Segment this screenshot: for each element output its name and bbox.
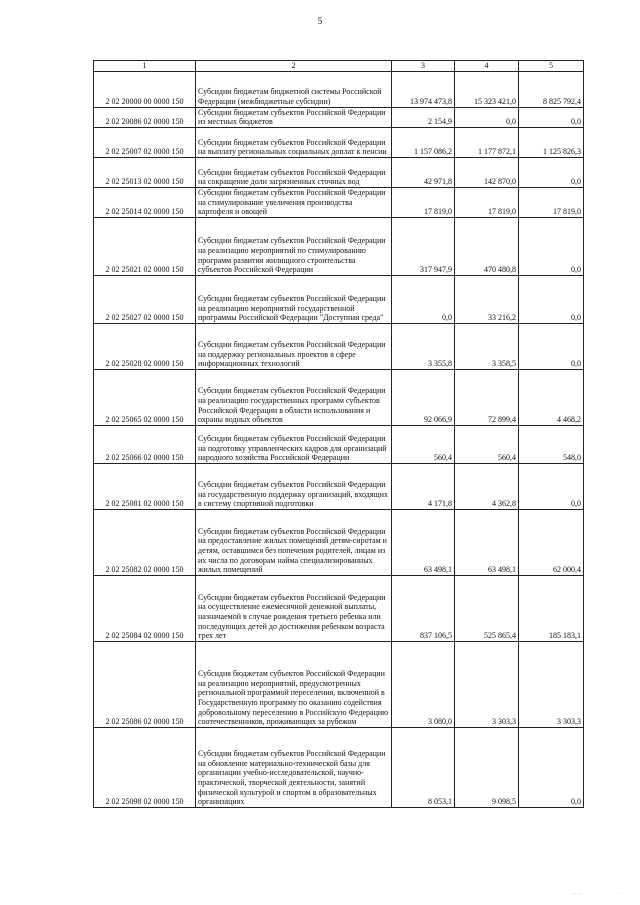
row-value-5: 0,0	[519, 107, 584, 127]
row-name: Субсидии бюджетам субъектов Российской Федерации на предоставление жилых помещений детям-сиротам и детям, оставшимся без попечения родителей, лицам из их числа по договорам найма специализированных жилых помещений	[196, 509, 392, 575]
table-row	[94, 575, 584, 641]
row-value-5: 3 303,3	[519, 641, 584, 727]
row-value-3: 13 974 473,8	[392, 71, 455, 107]
row-value-3: 3 080,0	[392, 641, 455, 727]
row-code: 2 02 25028 02 0000 150	[94, 323, 196, 369]
row-value-3: 63 498,1	[392, 509, 455, 575]
row-value-3: 317 947,9	[392, 217, 455, 275]
row-value-3: 17 819,0	[392, 187, 455, 217]
row-value-5: 185 183,1	[519, 575, 584, 641]
row-value-5: 8 825 792,4	[519, 71, 584, 107]
table-row	[94, 107, 584, 127]
column-header: 3	[392, 61, 455, 72]
row-code: 2 02 25082 02 0000 150	[94, 509, 196, 575]
row-value-4: 3 358,5	[455, 323, 519, 369]
column-header: 4	[455, 61, 519, 72]
column-header: 2	[196, 61, 392, 72]
row-value-3: 1 157 086,2	[392, 127, 455, 157]
scan-mark: · · · ·	[572, 892, 583, 897]
row-name: Субсидии бюджетам субъектов Российской Федерации на реализацию мероприятий государственной программы Российской Федерации "Доступная среда"	[196, 275, 392, 323]
table-row	[94, 71, 584, 107]
row-value-4: 4 362,8	[455, 463, 519, 509]
row-value-5: 0,0	[519, 217, 584, 275]
budget-table	[93, 60, 584, 808]
row-value-5: 0,0	[519, 275, 584, 323]
row-value-4: 525 865,4	[455, 575, 519, 641]
table-row	[94, 425, 584, 463]
row-value-4: 15 323 421,0	[455, 71, 519, 107]
column-header: 1	[94, 61, 196, 72]
row-code: 2 02 25027 02 0000 150	[94, 275, 196, 323]
table-row	[94, 157, 584, 187]
row-value-4: 63 498,1	[455, 509, 519, 575]
row-name: Субсидии бюджетам субъектов Российской Федерации на обновление материально-технической базы для организации учебно-исследовательской, научно-практической, творческой деятельности, занятий физической культурой и спортом в образовательных организациях	[196, 727, 392, 807]
table-row	[94, 275, 584, 323]
row-value-3: 92 066,9	[392, 369, 455, 425]
table-row	[94, 217, 584, 275]
row-code: 2 02 25066 02 0000 150	[94, 425, 196, 463]
column-header: 5	[519, 61, 584, 72]
row-value-3: 560,4	[392, 425, 455, 463]
row-name: Субсидии бюджетам субъектов Российской Федерации на осуществление ежемесячной денежной выплаты, назначаемой в случае рождения третьего ребенка или последующих детей до достижения ребенком возраста трех лет	[196, 575, 392, 641]
row-value-5: 548,0	[519, 425, 584, 463]
row-code: 2 02 20086 02 0000 150	[94, 107, 196, 127]
scan-mark: ·	[621, 892, 623, 897]
row-value-3: 4 171,8	[392, 463, 455, 509]
row-value-5: 4 468,2	[519, 369, 584, 425]
table-body	[94, 71, 584, 807]
row-value-5: 0,0	[519, 157, 584, 187]
row-value-4: 142 870,0	[455, 157, 519, 187]
row-name: Субсидии бюджетам субъектов Российской Федерации на сокращение доли загрязненных сточных вод	[196, 157, 392, 187]
row-value-5: 17 819,0	[519, 187, 584, 217]
row-name: Субсидии бюджетам субъектов Российской Федерации на государственную поддержку организаций, входящих в систему спортивной подготовки	[196, 463, 392, 509]
row-code: 2 02 25013 02 0000 150	[94, 157, 196, 187]
row-value-4: 3 303,3	[455, 641, 519, 727]
row-value-4: 33 216,2	[455, 275, 519, 323]
row-value-4: 9 098,5	[455, 727, 519, 807]
table-row	[94, 463, 584, 509]
row-name: Субсидии бюджетам субъектов Российской Федерации на выплату региональных социальных доплат к пенсии	[196, 127, 392, 157]
row-name: Субсидии бюджетам субъектов Российской Федерации на реализацию мероприятий по стимулированию программ развития жилищного строительства субъектов Российской Федерации	[196, 217, 392, 275]
table-header	[94, 61, 584, 72]
row-value-4: 0,0	[455, 107, 519, 127]
row-value-5: 0,0	[519, 323, 584, 369]
row-value-3: 3 355,8	[392, 323, 455, 369]
row-value-4: 470 480,8	[455, 217, 519, 275]
table-row	[94, 127, 584, 157]
row-name: Субсидия бюджетам субъектов Российской Федерации на реализацию мероприятий, предусмотренных региональной программой переселения, включенной в Государственную программу по оказанию содействия добровольному переселению в Российскую Федерацию соотечественников, проживающих за рубежом	[196, 641, 392, 727]
table-row	[94, 369, 584, 425]
row-name: Субсидии бюджетам субъектов Российской Федерации на стимулирование увеличения производства картофеля и овощей	[196, 187, 392, 217]
table-row	[94, 187, 584, 217]
row-value-3: 42 971,8	[392, 157, 455, 187]
row-code: 2 02 25086 02 0000 150	[94, 641, 196, 727]
row-code: 2 02 25007 02 0000 150	[94, 127, 196, 157]
row-code: 2 02 25084 02 0000 150	[94, 575, 196, 641]
table-row	[94, 323, 584, 369]
row-value-5: 0,0	[519, 727, 584, 807]
row-value-4: 1 177 872,1	[455, 127, 519, 157]
row-code: 2 02 25021 02 0000 150	[94, 217, 196, 275]
row-value-4: 17 819,0	[455, 187, 519, 217]
row-name: Субсидии бюджетам бюджетной системы Российской Федерации (межбюджетные субсидии)	[196, 71, 392, 107]
row-value-5: 0,0	[519, 463, 584, 509]
row-value-5: 62 000,4	[519, 509, 584, 575]
row-value-5: 1 125 826,3	[519, 127, 584, 157]
row-name: Субсидии бюджетам субъектов Российской Федерации на реализацию государственных программ субъектов Российской Федерации в области использования и охраны водных объектов	[196, 369, 392, 425]
row-code: 2 02 25014 02 0000 150	[94, 187, 196, 217]
row-value-4: 560,4	[455, 425, 519, 463]
row-code: 2 02 20000 00 0000 150	[94, 71, 196, 107]
row-name: Субсидии бюджетам субъектов Российской Федерации на подготовку управленческих кадров для организаций народного хозяйства Российской Федерации	[196, 425, 392, 463]
table-row	[94, 509, 584, 575]
row-value-3: 2 154,9	[392, 107, 455, 127]
row-code: 2 02 25098 02 0000 150	[94, 727, 196, 807]
row-name: Субсидии бюджетам субъектов Российской Федерации на поддержку региональных проектов в сфере информационных технологий	[196, 323, 392, 369]
row-value-4: 72 899,4	[455, 369, 519, 425]
row-value-3: 8 053,1	[392, 727, 455, 807]
page-number: 5	[317, 16, 323, 26]
row-name: Субсидии бюджетам субъектов Российской Федерации из местных бюджетов	[196, 107, 392, 127]
row-code: 2 02 25065 02 0000 150	[94, 369, 196, 425]
table-row	[94, 727, 584, 807]
row-value-3: 837 106,5	[392, 575, 455, 641]
row-value-3: 0,0	[392, 275, 455, 323]
row-code: 2 02 25081 02 0000 150	[94, 463, 196, 509]
table-row	[94, 641, 584, 727]
